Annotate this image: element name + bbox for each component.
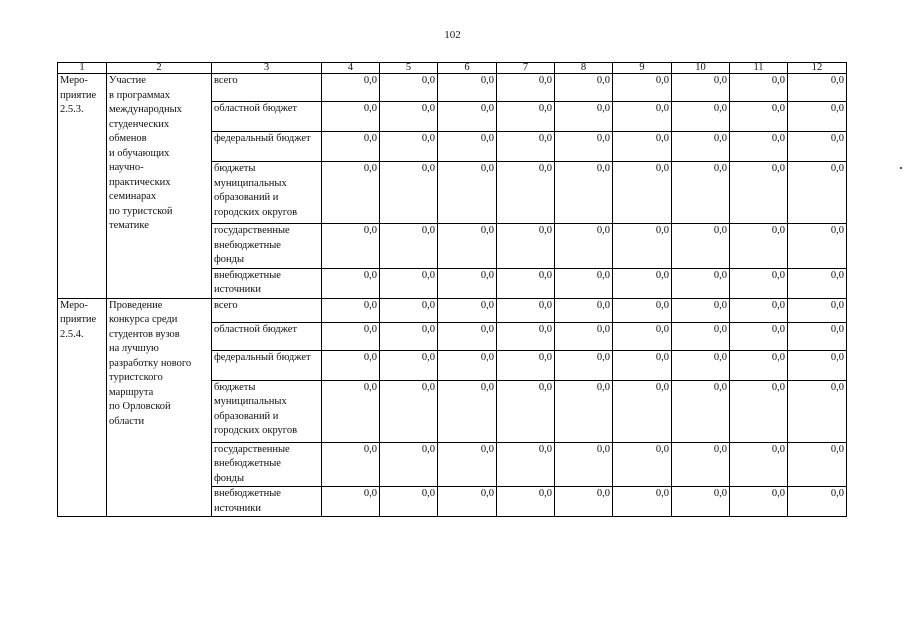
funding-value: 0,0 — [438, 350, 497, 380]
funding-value: 0,0 — [788, 162, 847, 224]
funding-value: 0,0 — [672, 74, 730, 102]
funding-value: 0,0 — [672, 268, 730, 298]
funding-value: 0,0 — [438, 162, 497, 224]
funding-value: 0,0 — [555, 102, 613, 132]
funding-value: 0,0 — [322, 322, 380, 350]
funding-value: 0,0 — [322, 298, 380, 322]
funding-value: 0,0 — [730, 322, 788, 350]
column-header: 8 — [555, 63, 613, 74]
funding-value: 0,0 — [380, 74, 438, 102]
funding-value: 0,0 — [380, 380, 438, 442]
funding-value: 0,0 — [613, 162, 672, 224]
funding-value: 0,0 — [497, 132, 555, 162]
funding-value: 0,0 — [730, 102, 788, 132]
funding-value: 0,0 — [380, 224, 438, 269]
funding-value: 0,0 — [730, 268, 788, 298]
funding-value: 0,0 — [438, 298, 497, 322]
funding-source: областной бюджет — [212, 322, 322, 350]
funding-value: 0,0 — [672, 298, 730, 322]
column-header: 1 — [58, 63, 107, 74]
funding-value: 0,0 — [438, 442, 497, 487]
funding-value: 0,0 — [380, 442, 438, 487]
funding-value: 0,0 — [555, 162, 613, 224]
funding-source: государственные внебюджетные фонды — [212, 442, 322, 487]
funding-source: государственные внебюджетные фонды — [212, 224, 322, 269]
funding-source: бюджеты муниципальных образований и городских округов — [212, 162, 322, 224]
funding-value: 0,0 — [322, 132, 380, 162]
funding-source: бюджеты муниципальных образований и городских округов — [212, 380, 322, 442]
funding-value: 0,0 — [730, 442, 788, 487]
funding-value: 0,0 — [322, 268, 380, 298]
table-row — [58, 298, 847, 322]
funding-value: 0,0 — [788, 322, 847, 350]
column-header: 2 — [107, 63, 212, 74]
funding-value: 0,0 — [438, 74, 497, 102]
funding-source: внебюджетные источники — [212, 268, 322, 298]
funding-value: 0,0 — [322, 224, 380, 269]
funding-value: 0,0 — [613, 102, 672, 132]
funding-source: внебюджетные источники — [212, 487, 322, 517]
column-header: 12 — [788, 63, 847, 74]
funding-value: 0,0 — [730, 350, 788, 380]
funding-value: 0,0 — [438, 322, 497, 350]
column-header: 9 — [613, 63, 672, 74]
funding-value: 0,0 — [380, 350, 438, 380]
funding-value: 0,0 — [497, 162, 555, 224]
funding-value: 0,0 — [672, 224, 730, 269]
funding-value: 0,0 — [555, 268, 613, 298]
funding-value: 0,0 — [322, 350, 380, 380]
funding-value: 0,0 — [672, 442, 730, 487]
funding-source: всего — [212, 298, 322, 322]
funding-value: 0,0 — [788, 298, 847, 322]
funding-value: 0,0 — [322, 162, 380, 224]
funding-value: 0,0 — [730, 298, 788, 322]
funding-value: 0,0 — [788, 74, 847, 102]
funding-value: 0,0 — [438, 132, 497, 162]
column-header: 5 — [380, 63, 438, 74]
funding-value: 0,0 — [730, 380, 788, 442]
funding-value: 0,0 — [788, 224, 847, 269]
funding-value: 0,0 — [497, 487, 555, 517]
funding-value: 0,0 — [613, 224, 672, 269]
funding-value: 0,0 — [730, 487, 788, 517]
funding-value: 0,0 — [730, 224, 788, 269]
column-header: 10 — [672, 63, 730, 74]
column-header: 6 — [438, 63, 497, 74]
column-header: 4 — [322, 63, 380, 74]
funding-value: 0,0 — [555, 322, 613, 350]
funding-value: 0,0 — [555, 380, 613, 442]
funding-value: 0,0 — [672, 350, 730, 380]
measure-title: Проведение конкурса среди студентов вузов на лучшую разработку нового туристского маршрута по Орловской области — [107, 298, 212, 517]
funding-value: 0,0 — [672, 102, 730, 132]
table-row — [58, 74, 847, 102]
funding-value: 0,0 — [322, 487, 380, 517]
funding-value: 0,0 — [730, 162, 788, 224]
funding-value: 0,0 — [555, 224, 613, 269]
funding-value: 0,0 — [438, 487, 497, 517]
funding-value: 0,0 — [380, 268, 438, 298]
funding-value: 0,0 — [438, 268, 497, 298]
funding-value: 0,0 — [613, 487, 672, 517]
funding-value: 0,0 — [555, 350, 613, 380]
funding-value: 0,0 — [613, 442, 672, 487]
funding-value: 0,0 — [497, 102, 555, 132]
table-body — [58, 74, 847, 517]
funding-source: федеральный бюджет — [212, 350, 322, 380]
funding-value: 0,0 — [672, 380, 730, 442]
funding-value: 0,0 — [438, 380, 497, 442]
funding-value: 0,0 — [788, 268, 847, 298]
funding-value: 0,0 — [380, 132, 438, 162]
funding-source: областной бюджет — [212, 102, 322, 132]
funding-value: 0,0 — [555, 487, 613, 517]
funding-value: 0,0 — [555, 74, 613, 102]
funding-value: 0,0 — [672, 322, 730, 350]
funding-value: 0,0 — [380, 298, 438, 322]
funding-value: 0,0 — [730, 74, 788, 102]
funding-value: 0,0 — [322, 102, 380, 132]
measure-title: Участие в программах международных студенческих обменов и обучающих научно- практических семинарах по туристской тематике — [107, 74, 212, 299]
measure-code: Меро- приятие 2.5.3. — [58, 74, 107, 299]
funding-value: 0,0 — [497, 380, 555, 442]
scan-artifact — [900, 167, 902, 169]
funding-value: 0,0 — [497, 442, 555, 487]
funding-value: 0,0 — [380, 102, 438, 132]
page-number: 102 — [444, 29, 461, 41]
funding-value: 0,0 — [497, 350, 555, 380]
column-header: 7 — [497, 63, 555, 74]
header-row — [58, 63, 847, 74]
funding-value: 0,0 — [788, 442, 847, 487]
funding-value: 0,0 — [672, 162, 730, 224]
column-header: 3 — [212, 63, 322, 74]
funding-value: 0,0 — [613, 132, 672, 162]
funding-value: 0,0 — [322, 380, 380, 442]
funding-value: 0,0 — [497, 322, 555, 350]
funding-value: 0,0 — [613, 350, 672, 380]
measure-code: Меро- приятие 2.5.4. — [58, 298, 107, 517]
funding-value: 0,0 — [613, 74, 672, 102]
funding-value: 0,0 — [380, 162, 438, 224]
funding-value: 0,0 — [555, 298, 613, 322]
funding-value: 0,0 — [672, 487, 730, 517]
funding-value: 0,0 — [788, 132, 847, 162]
funding-value: 0,0 — [497, 268, 555, 298]
funding-value: 0,0 — [438, 102, 497, 132]
funding-value: 0,0 — [613, 268, 672, 298]
funding-value: 0,0 — [497, 298, 555, 322]
funding-value: 0,0 — [555, 442, 613, 487]
funding-value: 0,0 — [788, 380, 847, 442]
budget-table — [57, 62, 847, 517]
funding-source: всего — [212, 74, 322, 102]
funding-value: 0,0 — [613, 380, 672, 442]
funding-value: 0,0 — [497, 224, 555, 269]
funding-value: 0,0 — [613, 322, 672, 350]
funding-value: 0,0 — [380, 487, 438, 517]
funding-value: 0,0 — [672, 132, 730, 162]
column-header: 11 — [730, 63, 788, 74]
funding-value: 0,0 — [788, 350, 847, 380]
funding-value: 0,0 — [555, 132, 613, 162]
funding-value: 0,0 — [322, 442, 380, 487]
funding-value: 0,0 — [438, 224, 497, 269]
funding-source: федеральный бюджет — [212, 132, 322, 162]
funding-value: 0,0 — [788, 102, 847, 132]
funding-value: 0,0 — [380, 322, 438, 350]
funding-value: 0,0 — [730, 132, 788, 162]
funding-value: 0,0 — [613, 298, 672, 322]
funding-value: 0,0 — [322, 74, 380, 102]
funding-value: 0,0 — [497, 74, 555, 102]
funding-value: 0,0 — [788, 487, 847, 517]
